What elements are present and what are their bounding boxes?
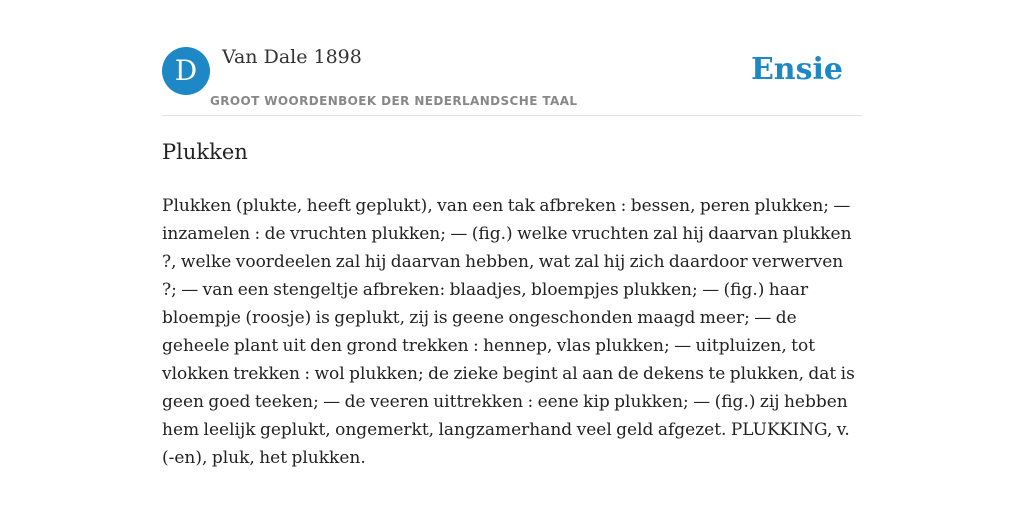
dictionary-avatar[interactable]: D bbox=[162, 47, 210, 95]
ensie-logo[interactable]: Ensie bbox=[750, 52, 843, 87]
entry-definition: Plukken (plukte, heeft geplukt), van een tak afbreken : bessen, peren plukken; — inzamelen : de vruchten plukken; — (fig.) welke vruchten zal hij daarvan plukken ?, welke voordeelen zal hij daarvan hebben, wat zal hij zich daardoor verwerven ?; — van een stengeltje afbreken: blaadjes, bloempjes plukken; — (fig.) haar bloempje (roosje) is geplukt, zij is geene ongeschonden maagd meer; — de geheele plant uit den grond trekken : hennep, vlas plukken; — uitpluizen, tot vlokken trekken : wol plukken; de zieke begint al aan de dekens te plukken, dat is geen goed teeken; — de veeren uittrekken : eene kip plukken; — (fig.) zij hebben hem leelijk geplukt, ongemerkt, langzamerhand veel geld afgezet. PLUKKING, v. (-en), pluk, het plukken. bbox=[162, 196, 855, 468]
entry-headword: Plukken bbox=[162, 140, 248, 164]
header-divider bbox=[162, 115, 862, 116]
dictionary-title[interactable]: Van Dale 1898 bbox=[222, 46, 362, 68]
dictionary-subtitle: GROOT WOORDENBOEK DER NEDERLANDSCHE TAAL bbox=[210, 94, 578, 108]
